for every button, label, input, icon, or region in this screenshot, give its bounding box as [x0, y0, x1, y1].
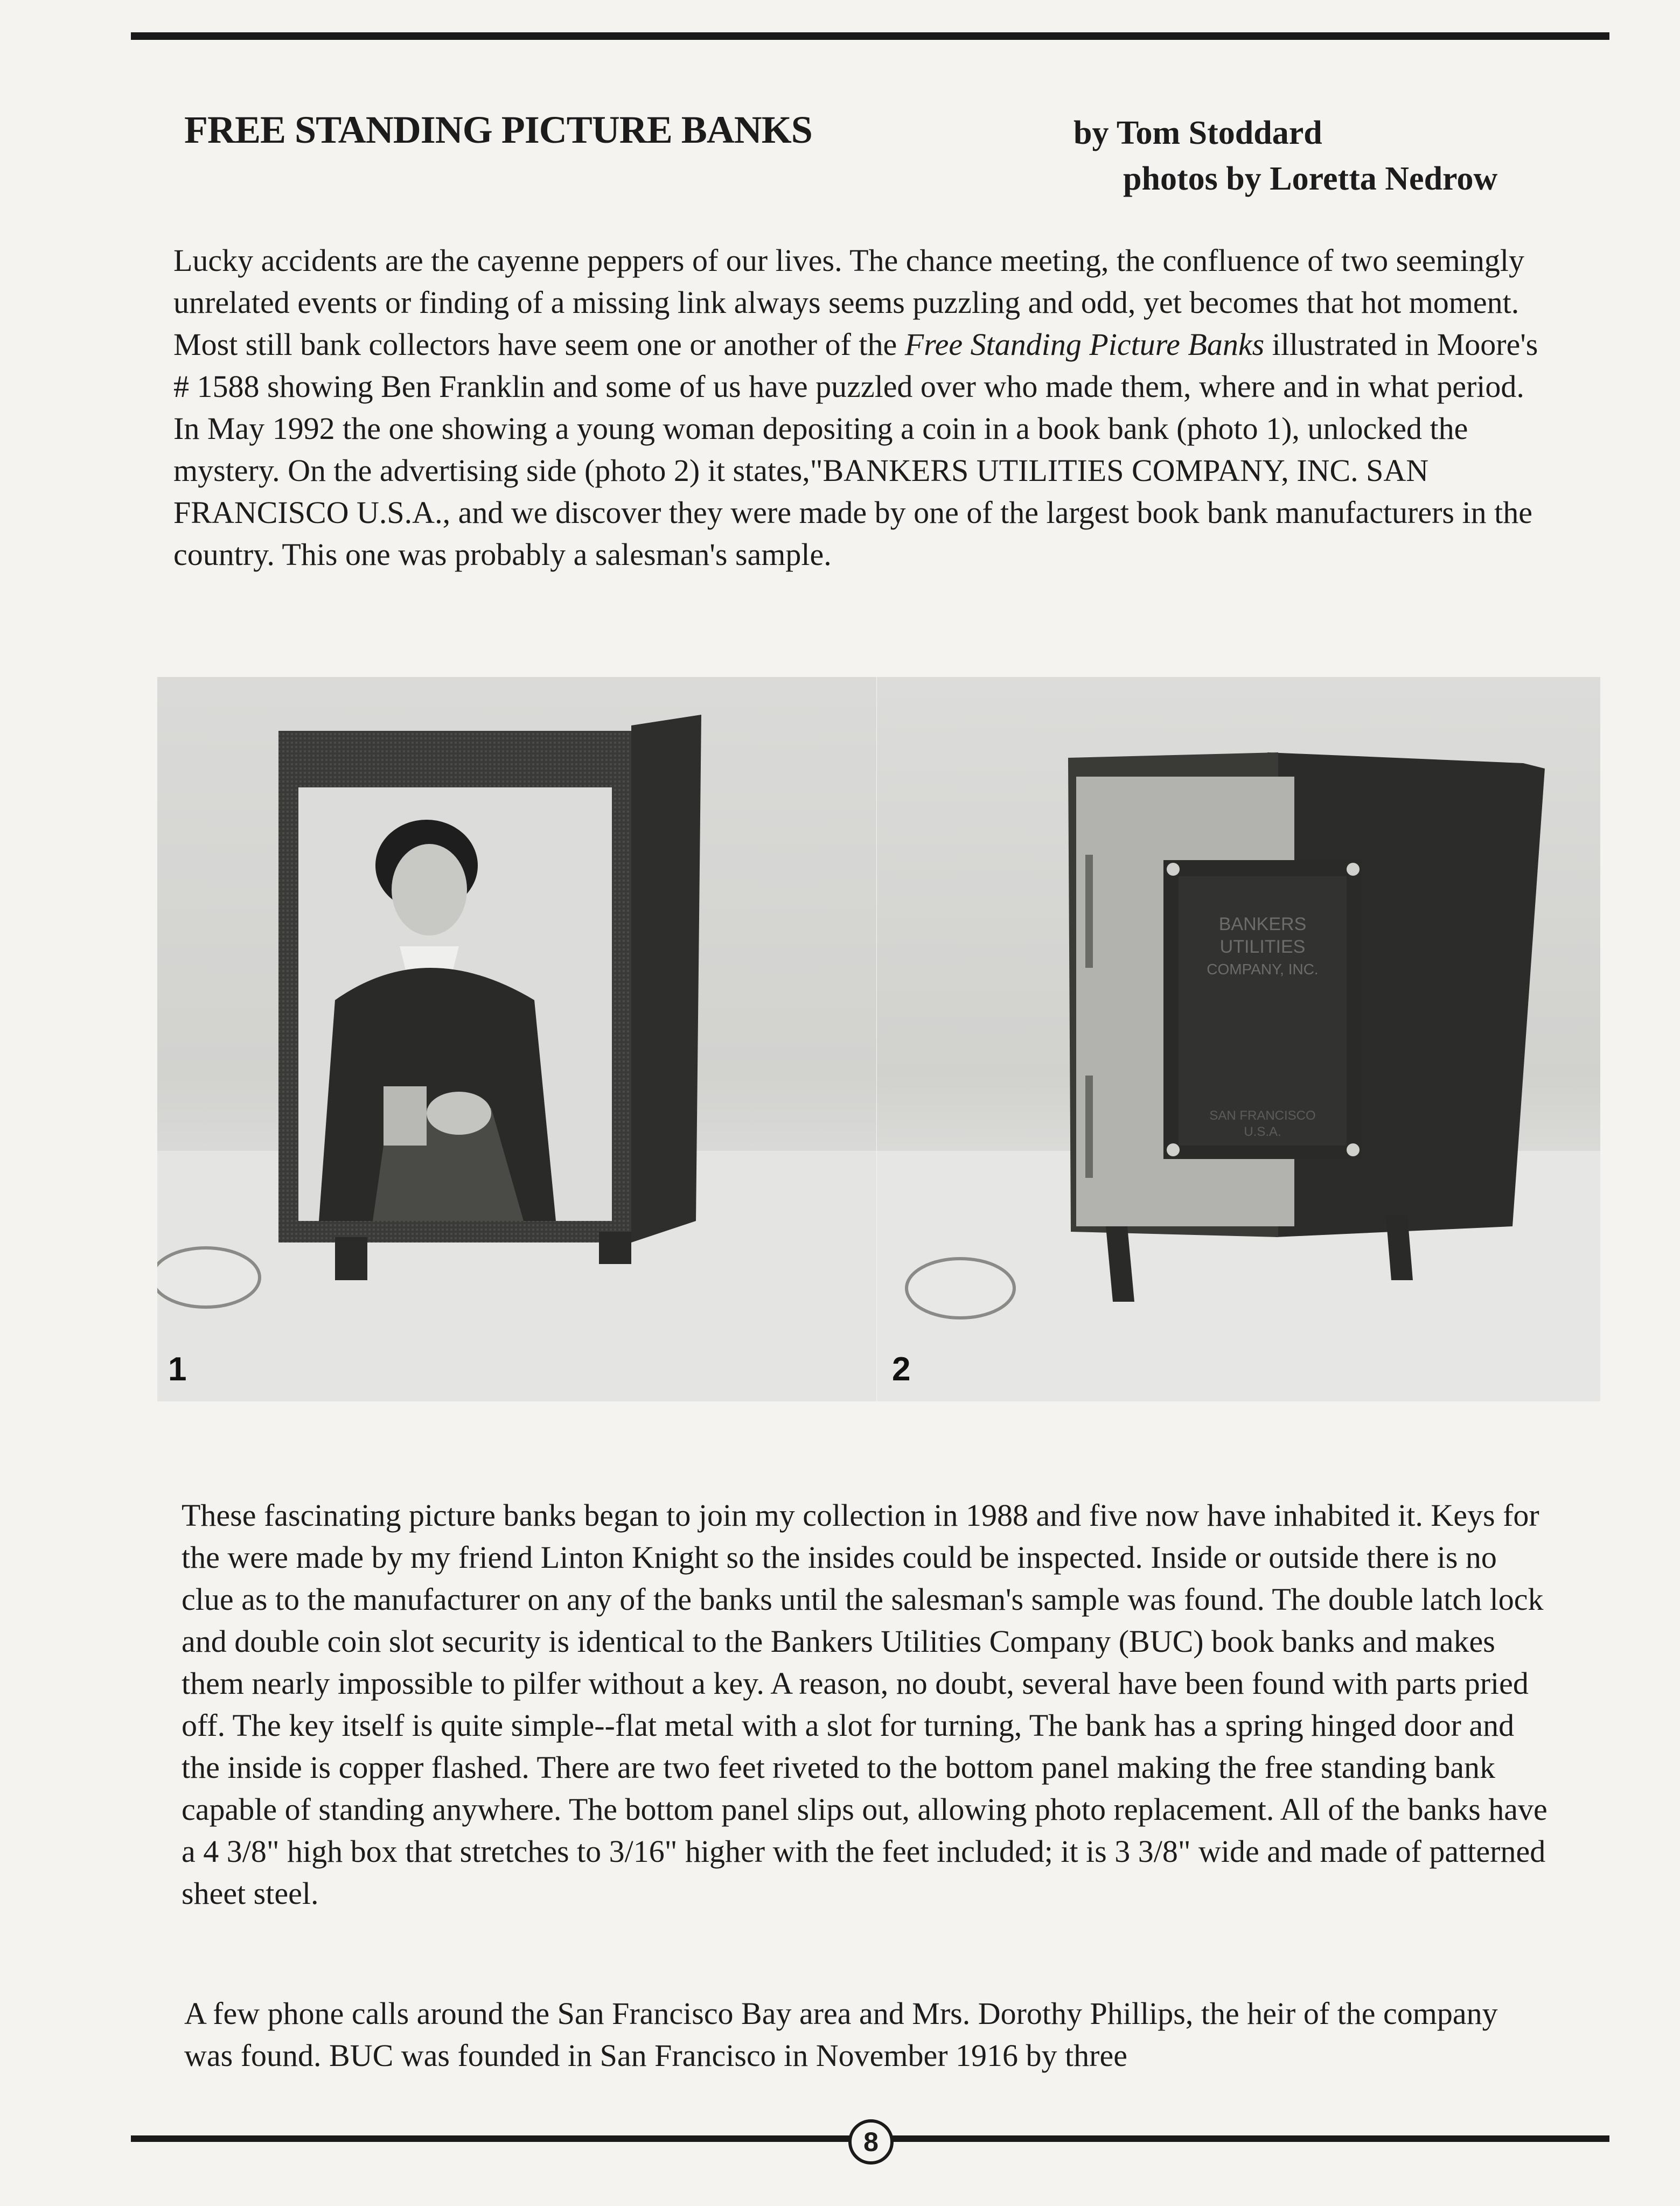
italic-bank-name: Free Standing Picture Banks: [904, 327, 1265, 362]
photo-2-advertising-side: [877, 677, 1600, 1401]
photo-1-woman-picture-bank: [157, 677, 876, 1401]
page-number: 8: [848, 2119, 894, 2165]
photo-2-illustration: [877, 677, 1600, 1401]
plate-text-city: SAN FRANCISCO: [1209, 1108, 1316, 1123]
photo-credit: photos by Loretta Nedrow: [1123, 160, 1498, 197]
article-title: FREE STANDING PICTURE BANKS: [184, 108, 812, 151]
photo-2-number: 2: [892, 1351, 911, 1388]
photo-1-number: 1: [168, 1351, 187, 1388]
body-paragraph-2: A few phone calls around the San Francisco Bay area and Mrs. Dorothy Phillips, the heir of the company was found. BUC was founded in San Francisco in November 1916 by three: [184, 1996, 1498, 2073]
plate-text-utilities: UTILITIES: [1219, 937, 1306, 957]
plate-text-country: U.S.A.: [1244, 1125, 1281, 1139]
intro-paragraph: Lucky accidents are the cayenne peppers of our lives. The chance meeting, the confluence of two seemingly unrelated events or finding of a missing link always seems puzzling and odd, yet becomes that hot moment. Most still bank collectors have seem one or another of the Free Standing Picture Banks illustrated in Moore's # 1588 showing Ben Franklin and some of us have puzzled over who made them, where and in what period. In May 1992 the one showing a young woman depositing a coin in a book bank (photo 1), unlocked the mystery. On the advertising side (photo 2) it states,"BANKERS UTILITIES COMPANY, INC. SAN FRANCISCO U.S.A., and we discover they were made by one of the largest book bank manufacturers in the country. This one was probably a salesman's sample.: [173, 243, 1538, 572]
author-byline: by Tom Stoddard: [1073, 115, 1322, 151]
body-paragraph-1: These fascinating picture banks began to join my collection in 1988 and five now have inhabited it. Keys for the were made by my friend Linton Knight so the insides could be inspected. Inside or outside there is no clue as to the manufacturer on any of the banks until the salesman's sample was found. The double latch lock and double coin slot security is identical to the Bankers Utilities Company (BUC) book banks and makes them nearly impossible to pilfer without a key. A reason, no doubt, several have been found with parts pried off. The key itself is quite simple--flat metal with a slot for turning, The bank has a spring hinged door and the inside is copper flashed. There are two feet riveted to the bottom panel making the free standing bank capable of standing anywhere. The bottom panel slips out, allowing photo replacement. All of the banks have a 4 3/8" high box that stretches to 3/16" higher with the feet included; it is 3 3/8" wide and made of patterned sheet steel.: [182, 1498, 1547, 1911]
top-rule: [131, 32, 1609, 40]
photo-1-illustration: [157, 677, 876, 1401]
plate-text-company: COMPANY, INC.: [1207, 961, 1319, 978]
plate-text-bankers: BANKERS: [1218, 914, 1307, 934]
